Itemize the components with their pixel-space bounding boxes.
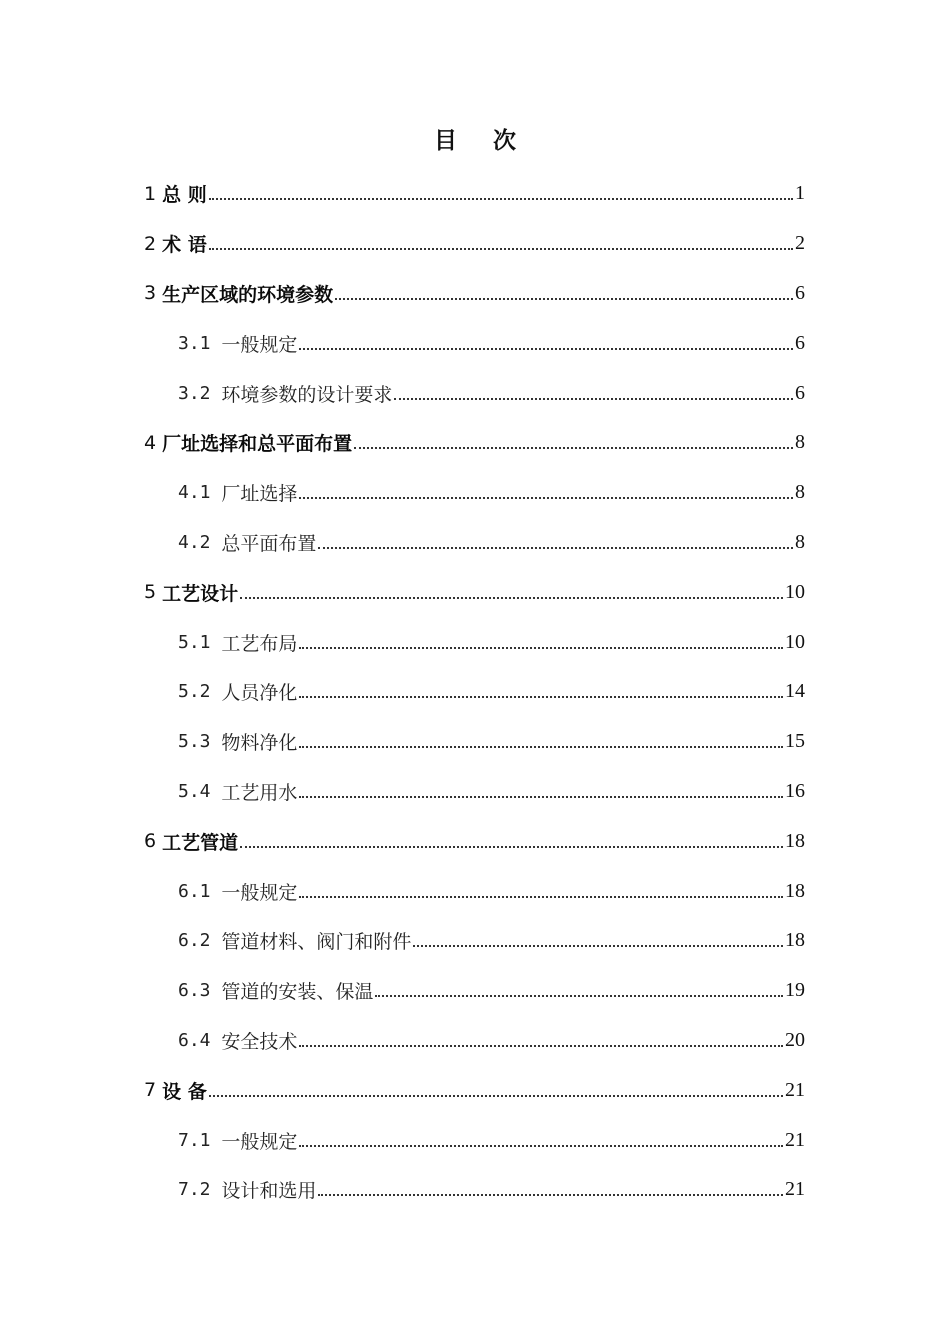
toc-dot-leader <box>299 795 783 798</box>
toc-entry-number: 6.2 <box>178 930 222 952</box>
toc-entry-label: 安全技术 <box>221 1030 298 1053</box>
toc-entry-number: 3.1 <box>178 332 222 354</box>
toc-entry-number: 3.2 <box>178 382 222 404</box>
toc-dot-leader <box>299 496 793 499</box>
toc-entry-label: 设计和选用 <box>221 1180 317 1203</box>
toc-dot-leader <box>318 1193 783 1196</box>
toc-page-number: 19 <box>785 979 805 1002</box>
toc-section-entry[interactable] <box>0 717 950 767</box>
toc-dot-leader <box>299 646 783 649</box>
toc-dot-leader <box>413 944 783 947</box>
toc-section-entry[interactable] <box>0 966 950 1016</box>
toc-page-number: 18 <box>785 879 805 902</box>
toc-dot-leader <box>240 596 783 599</box>
page-title: 目 次 <box>433 128 530 154</box>
toc-entry-label: 工艺管道 <box>162 831 239 854</box>
toc-dot-leader <box>299 1044 783 1047</box>
toc-section-entry[interactable] <box>0 368 950 418</box>
toc-page-number: 10 <box>785 630 805 653</box>
toc-dot-leader <box>299 1144 783 1147</box>
toc-page-number: 6 <box>795 381 805 404</box>
toc-page-number: 14 <box>785 680 805 703</box>
toc-entry-number: 2 <box>144 232 163 255</box>
toc-entry-number: 4.1 <box>178 482 222 504</box>
toc-dot-leader <box>299 695 783 698</box>
toc-page-number: 16 <box>785 779 805 802</box>
toc-entry-label: 设 备 <box>162 1080 207 1103</box>
table-of-contents <box>0 169 950 1215</box>
toc-chapter-entry[interactable] <box>0 1065 950 1115</box>
toc-page-number: 18 <box>785 829 805 852</box>
toc-entry-label: 总 则 <box>162 184 207 207</box>
toc-entry-label: 一般规定 <box>221 1130 298 1153</box>
toc-page-number: 8 <box>795 530 805 553</box>
toc-entry-label: 工艺设计 <box>162 582 239 605</box>
toc-entry-number: 6.3 <box>178 980 222 1002</box>
toc-entry-label: 工艺布局 <box>221 632 298 655</box>
toc-entry-number: 6 <box>144 830 163 853</box>
toc-dot-leader <box>209 197 793 200</box>
toc-entry-number: 6.4 <box>178 1029 222 1051</box>
toc-dot-leader <box>209 247 793 250</box>
toc-section-entry[interactable] <box>0 1016 950 1066</box>
toc-entry-number: 5.2 <box>178 681 222 703</box>
toc-page-number: 1 <box>795 182 805 205</box>
toc-entry-label: 生产区域的环境参数 <box>162 283 334 306</box>
toc-dot-leader <box>354 446 793 449</box>
toc-entry-number: 3 <box>144 282 163 305</box>
toc-entry-label: 物料净化 <box>221 732 298 755</box>
toc-dot-leader <box>240 845 783 848</box>
toc-entry-label: 术 语 <box>162 234 207 257</box>
toc-page-number: 21 <box>785 1078 805 1101</box>
toc-chapter-entry[interactable] <box>0 816 950 866</box>
toc-entry-label: 一般规定 <box>221 881 298 904</box>
toc-entry-label: 环境参数的设计要求 <box>221 383 393 406</box>
toc-section-entry[interactable] <box>0 667 950 717</box>
toc-dot-leader <box>335 297 793 300</box>
toc-entry-number: 7.1 <box>178 1129 222 1151</box>
toc-entry-number: 5.1 <box>178 631 222 653</box>
toc-dot-leader <box>394 397 793 400</box>
toc-page-number: 8 <box>795 431 805 454</box>
toc-section-entry[interactable] <box>0 866 950 916</box>
toc-section-entry[interactable] <box>0 318 950 368</box>
toc-section-entry[interactable] <box>0 1115 950 1165</box>
toc-section-entry[interactable] <box>0 518 950 568</box>
toc-chapter-entry[interactable] <box>0 219 950 269</box>
toc-chapter-entry[interactable] <box>0 567 950 617</box>
toc-section-entry[interactable] <box>0 767 950 817</box>
toc-page-number: 10 <box>785 580 805 603</box>
toc-entry-number: 5 <box>144 581 163 604</box>
toc-entry-number: 4 <box>144 431 163 454</box>
toc-page-number: 2 <box>795 232 805 255</box>
toc-chapter-entry[interactable] <box>0 269 950 319</box>
toc-entry-number: 4.2 <box>178 531 222 553</box>
toc-dot-leader <box>299 895 783 898</box>
toc-dot-leader <box>375 994 783 997</box>
toc-entry-label: 厂址选择和总平面布置 <box>162 433 353 456</box>
toc-entry-number: 5.3 <box>178 731 222 753</box>
toc-section-entry[interactable] <box>0 1165 950 1215</box>
toc-page-number: 8 <box>795 481 805 504</box>
toc-entry-label: 人员净化 <box>221 682 298 705</box>
toc-chapter-entry[interactable] <box>0 169 950 219</box>
toc-entry-label: 管道材料、阀门和附件 <box>221 931 412 954</box>
toc-page-number: 21 <box>785 1128 805 1151</box>
toc-entry-label: 总平面布置 <box>221 532 317 555</box>
toc-section-entry[interactable] <box>0 617 950 667</box>
toc-dot-leader <box>299 745 783 748</box>
toc-page-number: 6 <box>795 331 805 354</box>
toc-entry-label: 一般规定 <box>221 333 298 356</box>
toc-page-number: 20 <box>785 1028 805 1051</box>
toc-chapter-entry[interactable] <box>0 418 950 468</box>
toc-entry-number: 7 <box>144 1079 163 1102</box>
toc-entry-number: 5.4 <box>178 780 222 802</box>
toc-page-number: 21 <box>785 1178 805 1201</box>
toc-dot-leader <box>299 347 793 350</box>
toc-entry-label: 管道的安装、保温 <box>221 981 374 1004</box>
toc-entry-label: 厂址选择 <box>221 483 298 506</box>
toc-page-number: 15 <box>785 730 805 753</box>
toc-entry-number: 6.1 <box>178 880 222 902</box>
toc-entry-number: 7.2 <box>178 1179 222 1201</box>
toc-page-number: 18 <box>785 929 805 952</box>
toc-section-entry[interactable] <box>0 916 950 966</box>
toc-dot-leader <box>318 546 793 549</box>
toc-page-number: 6 <box>795 281 805 304</box>
toc-dot-leader <box>209 1094 783 1097</box>
toc-entry-number: 1 <box>144 182 163 205</box>
toc-section-entry[interactable] <box>0 468 950 518</box>
toc-entry-label: 工艺用水 <box>221 781 298 804</box>
